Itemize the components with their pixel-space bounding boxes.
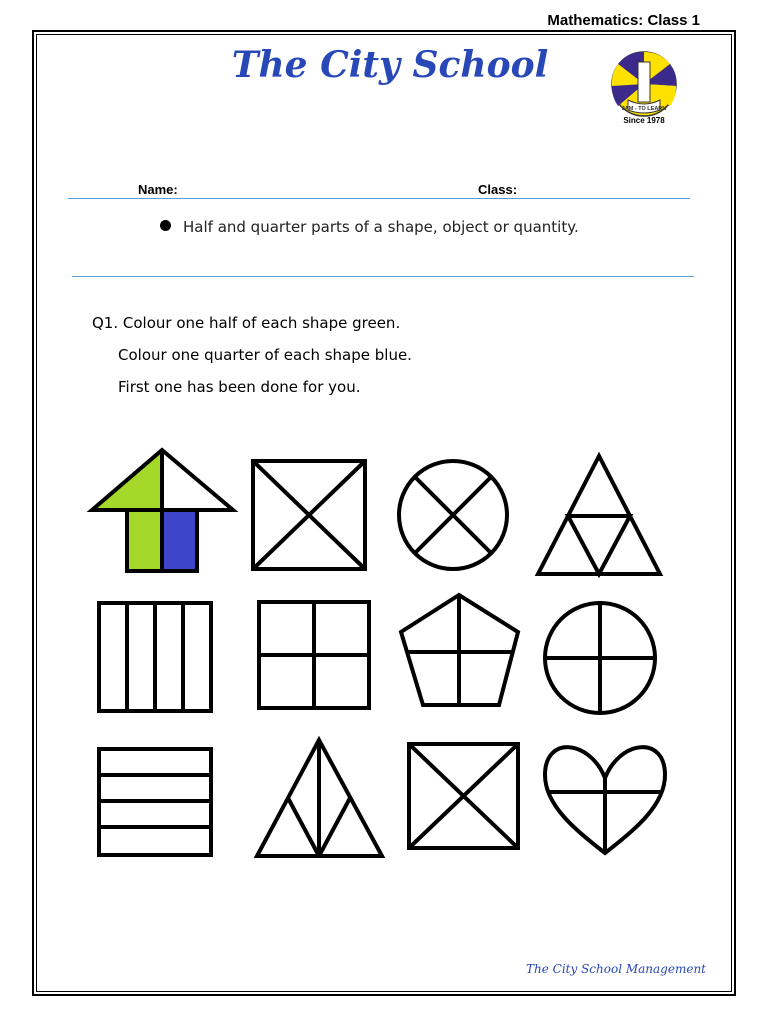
name-label: Name: [138,182,178,197]
shape-square-x-2 [409,744,518,848]
topic-text: Half and quarter parts of a shape, object or quantity. [183,218,579,236]
shape-circle-quarters [545,603,655,713]
shape-pentagon-quarters [401,595,518,705]
shape-triangle-nested [257,740,382,856]
class-label: Class: [478,182,518,197]
shape-square-x [253,461,365,569]
school-title: The City School [231,44,549,86]
footer-text: The City School Management [526,962,706,976]
question-line-2: Colour one quarter of each shape blue. [118,346,412,364]
shape-rect-horizontal-strips [99,749,211,855]
shape-house [92,450,233,571]
subject-header: Mathematics: Class 1 [547,12,700,29]
question-line-3: First one has been done for you. [118,378,361,396]
logo-motto: JAM - TO LEARN [621,106,667,112]
logo-since-text: Since 1978 [623,116,665,125]
shape-rect-vertical-strips [99,603,211,711]
question-line-1: Q1. Colour one half of each shape green. [92,314,401,332]
shape-circle-x [399,461,507,569]
shape-heart-quarters [545,747,665,853]
shape-square-quarters [259,602,369,708]
shape-triangle-four [538,456,660,574]
